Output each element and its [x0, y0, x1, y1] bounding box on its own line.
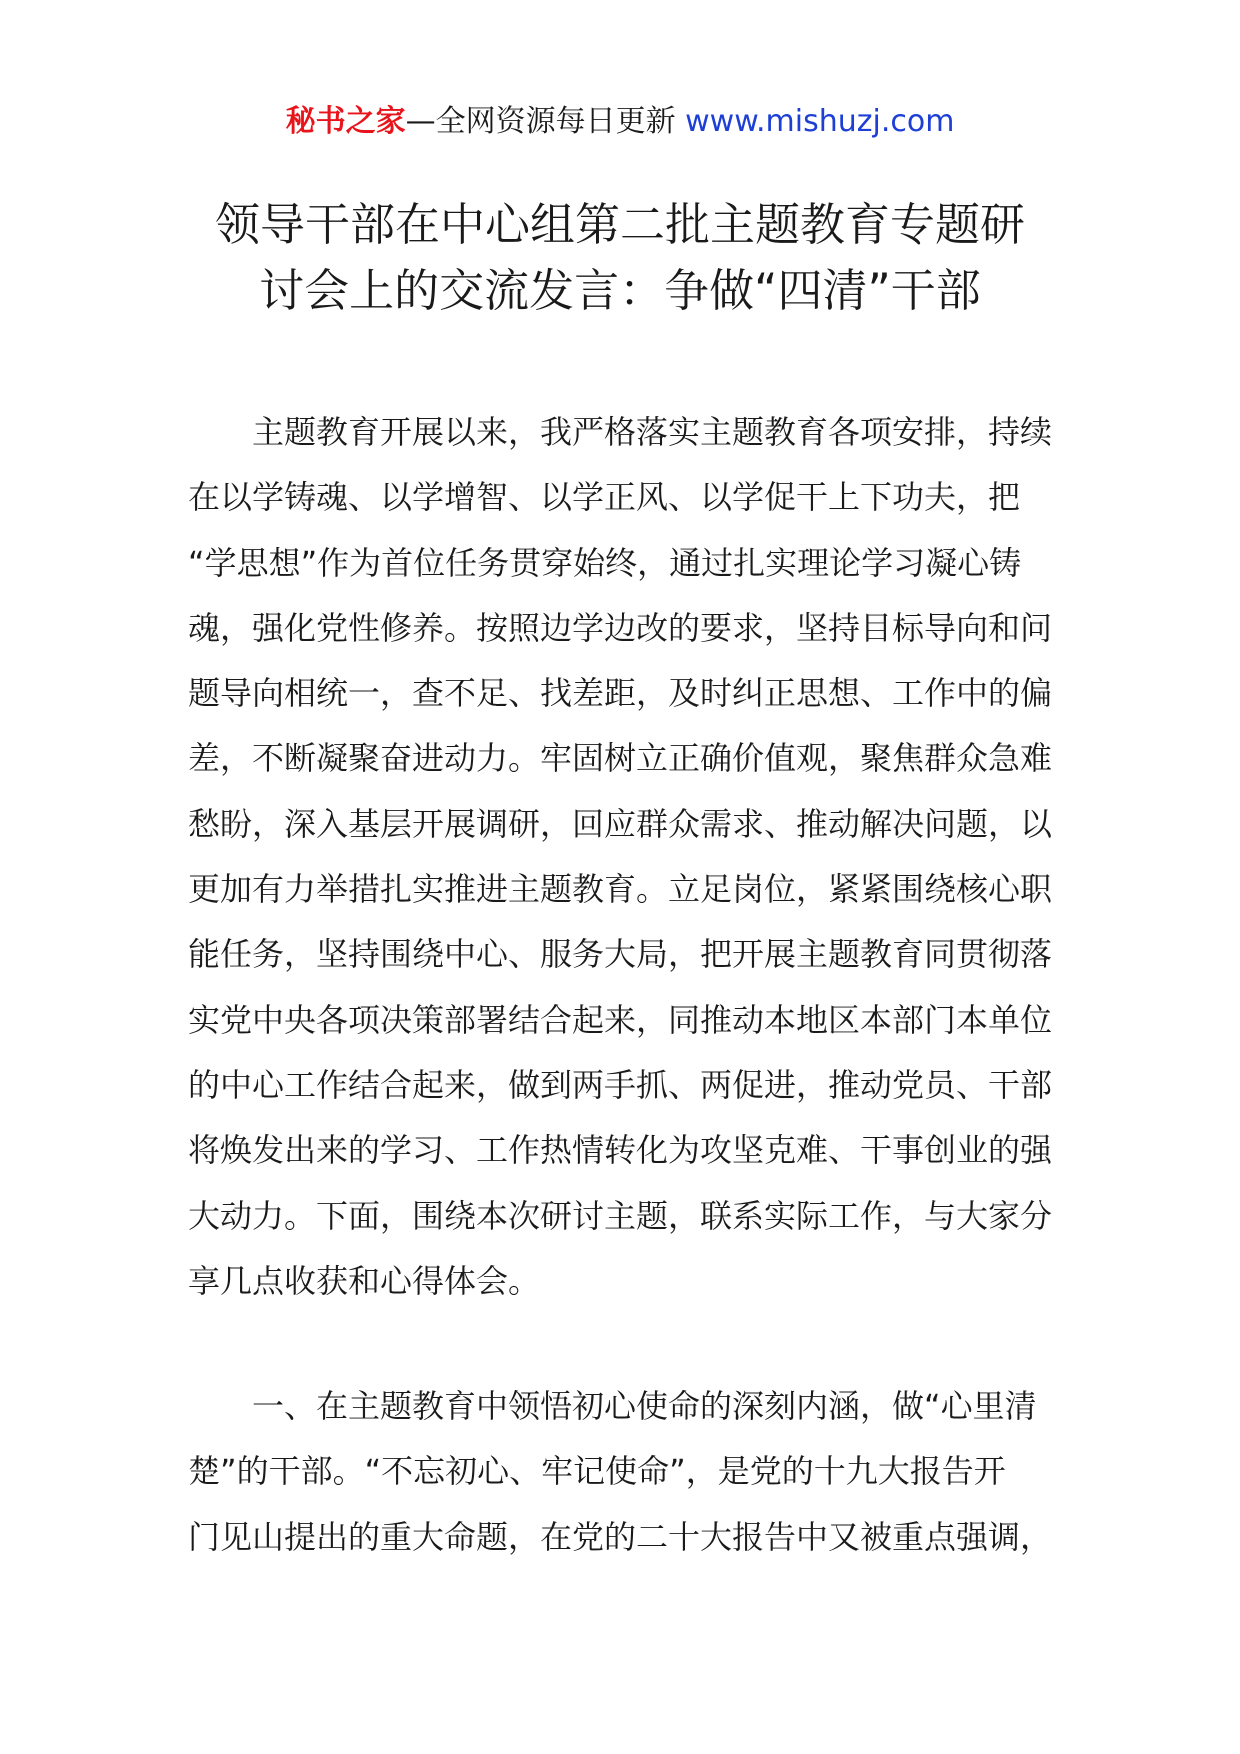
site-brand: 秘书之家 [285, 104, 406, 139]
site-header [0, 100, 1240, 144]
paragraph-line: 享几点收获和心得体会。 [188, 1261, 541, 1300]
paragraph-line: 题导向相统一，查不足、找差距，及时纠正思想、工作中的偏 [188, 674, 1053, 713]
paragraph-intro [188, 400, 1056, 1314]
paragraph-line: “学思想”作为首位任务贯穿始终，通过扎实理论学习凝心铸 [188, 543, 1022, 582]
paragraph-line: 更加有力举措扎实推进主题教育。立足岗位，紧紧围绕核心职 [188, 870, 1053, 909]
paragraph-line: 主题教育开展以来，我严格落实主题教育各项安排，持续 [252, 413, 1053, 451]
paragraph-line: 在以学铸魂、以学增智、以学正风、以学促干上下功夫，把 [188, 478, 1021, 517]
paragraph-line: 的中心工作结合起来，做到两手抓、两促进，推动党员、干部 [188, 1065, 1053, 1104]
paragraph-line: 楚”的干部。“不忘初心、牢记使命”，是党的十九大报告开 [188, 1452, 1006, 1491]
title-line-1: 领导干部在中心组第二批主题教育专题研 [214, 198, 1025, 251]
paragraph-line: 愁盼，深入基层开展调研，回应群众需求、推动解决问题，以 [188, 804, 1053, 843]
paragraph-line: 门见山提出的重大命题，在党的二十大报告中又被重点强调， [188, 1517, 1053, 1556]
paragraph-line: 能任务，坚持围绕中心、服务大局，把开展主题教育同贯彻落 [188, 935, 1053, 974]
paragraph-line: 实党中央各项决策部署结合起来，同推动本地区本部门本单位 [188, 1000, 1053, 1039]
site-url-link[interactable]: www.mishuzj.com [685, 104, 955, 139]
paragraph-line: 一、在主题教育中领悟初心使命的深刻内涵，做“心里清 [252, 1387, 1037, 1425]
document-title [150, 192, 1090, 324]
title-line-2: 讨会上的交流发言：争做“四清”干部 [259, 264, 981, 317]
site-tagline: —全网资源每日更新 [405, 104, 686, 139]
paragraph-line: 魂，强化党性修养。按照边学边改的要求，坚持目标导向和问 [188, 608, 1053, 647]
paragraph-line: 大动力。下面，围绕本次研讨主题，联系实际工作，与大家分 [188, 1196, 1053, 1235]
paragraph-line: 差，不断凝聚奋进动力。牢固树立正确价值观，聚焦群众急难 [188, 739, 1053, 778]
paragraph-line: 将焕发出来的学习、工作热情转化为攻坚克难、干事创业的强 [188, 1131, 1053, 1170]
paragraph-section-one [188, 1374, 1056, 1570]
